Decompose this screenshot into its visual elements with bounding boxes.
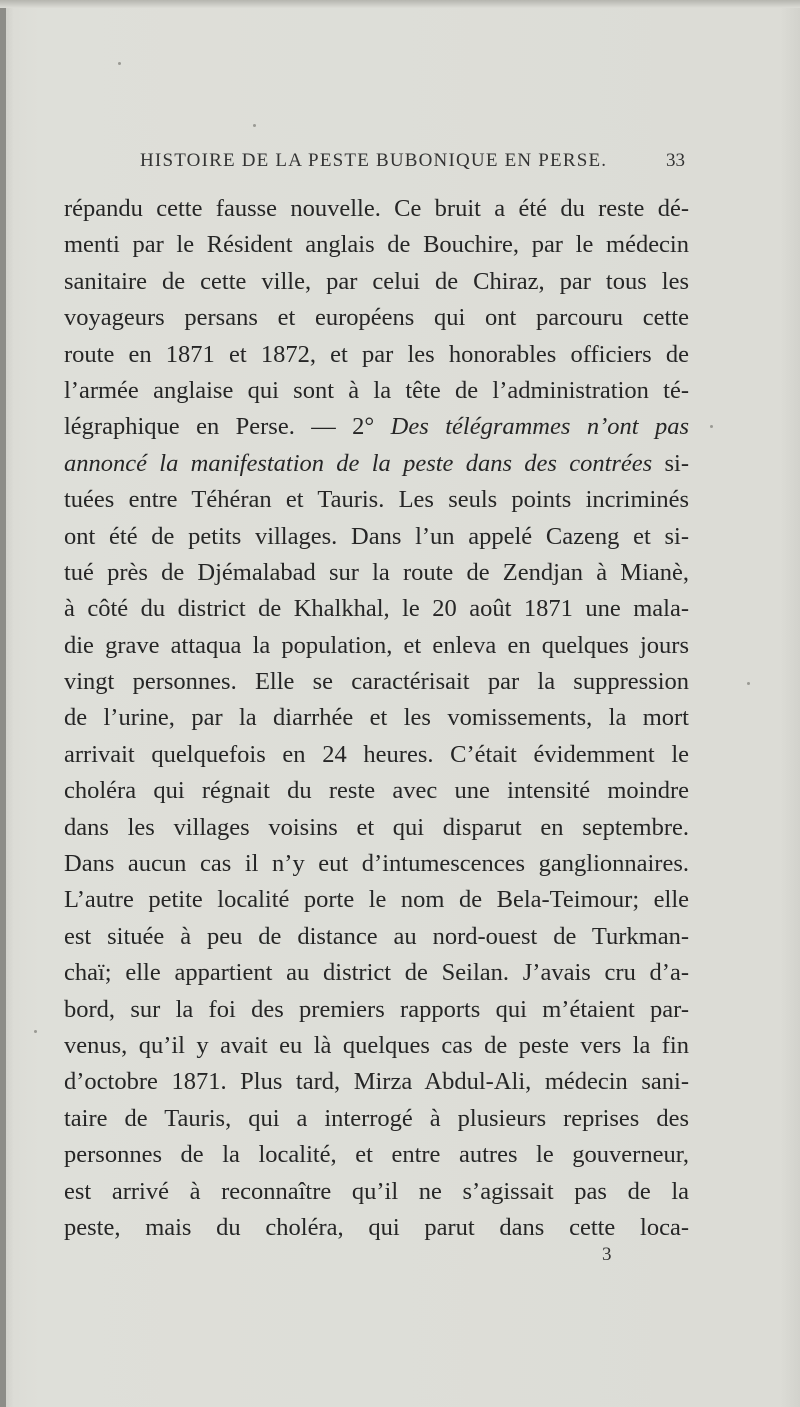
line-text: personnes de la localité, et entre autres le gouverneur, (64, 1141, 689, 1169)
line-text: est située à peu de distance au nord-ouest de Turkman- (64, 922, 689, 950)
text-line (64, 1028, 689, 1064)
line-text: ont été de petits villages. Dans l’un appelé Cazeng et si- (64, 522, 689, 550)
line-text: répandu cette fausse nouvelle. Ce bruit a été du reste dé- (64, 195, 689, 222)
line-text: peste, mais du choléra, qui parut dans cette loca- (64, 1213, 689, 1241)
running-header (140, 150, 685, 180)
page-top-edge (0, 0, 800, 8)
line-text: à côté du district de Khalkhal, le 20 août 1871 une mala- (64, 595, 689, 623)
text-line (64, 810, 689, 846)
text-line (64, 1174, 689, 1210)
text-line (64, 409, 689, 445)
text-line (64, 373, 689, 409)
paper-speck (710, 425, 713, 428)
line-text: choléra qui régnait du reste avec une intensité moindre (64, 777, 689, 805)
line-text: bord, sur la foi des premiers rapports qui m’étaient par- (64, 995, 689, 1023)
text-line (64, 737, 689, 773)
line-text: L’autre petite localité porte le nom de Bela-Teimour; elle (64, 886, 689, 914)
line-text: l’armée anglaise qui sont à la tête de l’administration té- (64, 376, 689, 404)
line-text-italic: Des télégrammes n’ont pas (390, 413, 690, 441)
text-line (64, 337, 689, 373)
line-text-post: si- (652, 449, 690, 477)
text-line (64, 482, 689, 518)
line-text: est arrivé à reconnaître qu’il ne s’agissait pas de la (64, 1177, 689, 1205)
text-line (64, 1210, 689, 1246)
line-text: vingt personnes. Elle se caractérisait par la suppression (64, 668, 689, 696)
body-text (64, 191, 689, 1246)
text-line (64, 628, 689, 664)
paper-speck (118, 62, 121, 65)
line-text: menti par le Résident anglais de Bouchire, par le médecin (64, 231, 689, 259)
text-line (64, 191, 689, 227)
line-text: d’octobre 1871. Plus tard, Mirza Abdul-Ali, médecin sani- (64, 1068, 689, 1096)
text-line (64, 773, 689, 809)
line-text: voyageurs persans et européens qui ont parcouru cette (64, 304, 689, 332)
text-line (64, 1101, 689, 1137)
line-text: dans les villages voisins et qui disparut en septembre. (64, 813, 689, 841)
text-line (64, 955, 689, 991)
text-line (64, 992, 689, 1028)
text-line (64, 700, 689, 736)
text-line (64, 591, 689, 627)
line-text: sanitaire de cette ville, par celui de Chiraz, par tous les (64, 267, 689, 295)
line-text-italic: annoncé la manifestation de la peste dans des contrées (64, 449, 653, 477)
line-text: route en 1871 et 1872, et par les honorables officiers de (64, 340, 689, 368)
line-text: Dans aucun cas il n’y eut d’intumescences ganglionnaires. (64, 850, 689, 878)
text-line (64, 264, 689, 300)
text-line (64, 664, 689, 700)
line-text: taire de Tauris, qui a interrogé à plusieurs reprises des (64, 1104, 689, 1132)
line-text-pre: légraphique en Perse. — 2° (64, 413, 391, 441)
line-text: tué près de Djémalabad sur la route de Zendjan à Mianè, (64, 558, 689, 586)
text-line (64, 1064, 689, 1100)
line-text: arrivait quelquefois en 24 heures. C’était évidemment le (64, 740, 689, 768)
line-text: de l’urine, par la diarrhée et les vomissements, la mort (64, 704, 689, 732)
running-title: HISTOIRE DE LA PESTE BUBONIQUE EN PERSE. (140, 150, 608, 171)
signature-mark: 3 (602, 1244, 612, 1265)
paper-speck (34, 1030, 37, 1033)
paper-speck (747, 682, 750, 685)
text-line (64, 919, 689, 955)
line-text: tuées entre Téhéran et Tauris. Les seuls points incriminés (64, 486, 689, 514)
text-line (64, 1137, 689, 1173)
book-spine-edge (0, 0, 6, 1407)
text-line (64, 300, 689, 336)
paper-speck (253, 124, 256, 127)
text-line (64, 446, 689, 482)
text-line (64, 846, 689, 882)
text-line (64, 882, 689, 918)
text-line (64, 555, 689, 591)
text-line (64, 519, 689, 555)
line-text: die grave attaqua la population, et enleva en quelques jours (64, 631, 689, 659)
line-text: chaï; elle appartient au district de Seilan. J’avais cru d’a- (64, 959, 689, 987)
page-number: 33 (666, 150, 685, 171)
line-text: venus, qu’il y avait eu là quelques cas de peste vers la fin (64, 1031, 689, 1059)
text-line (64, 227, 689, 263)
